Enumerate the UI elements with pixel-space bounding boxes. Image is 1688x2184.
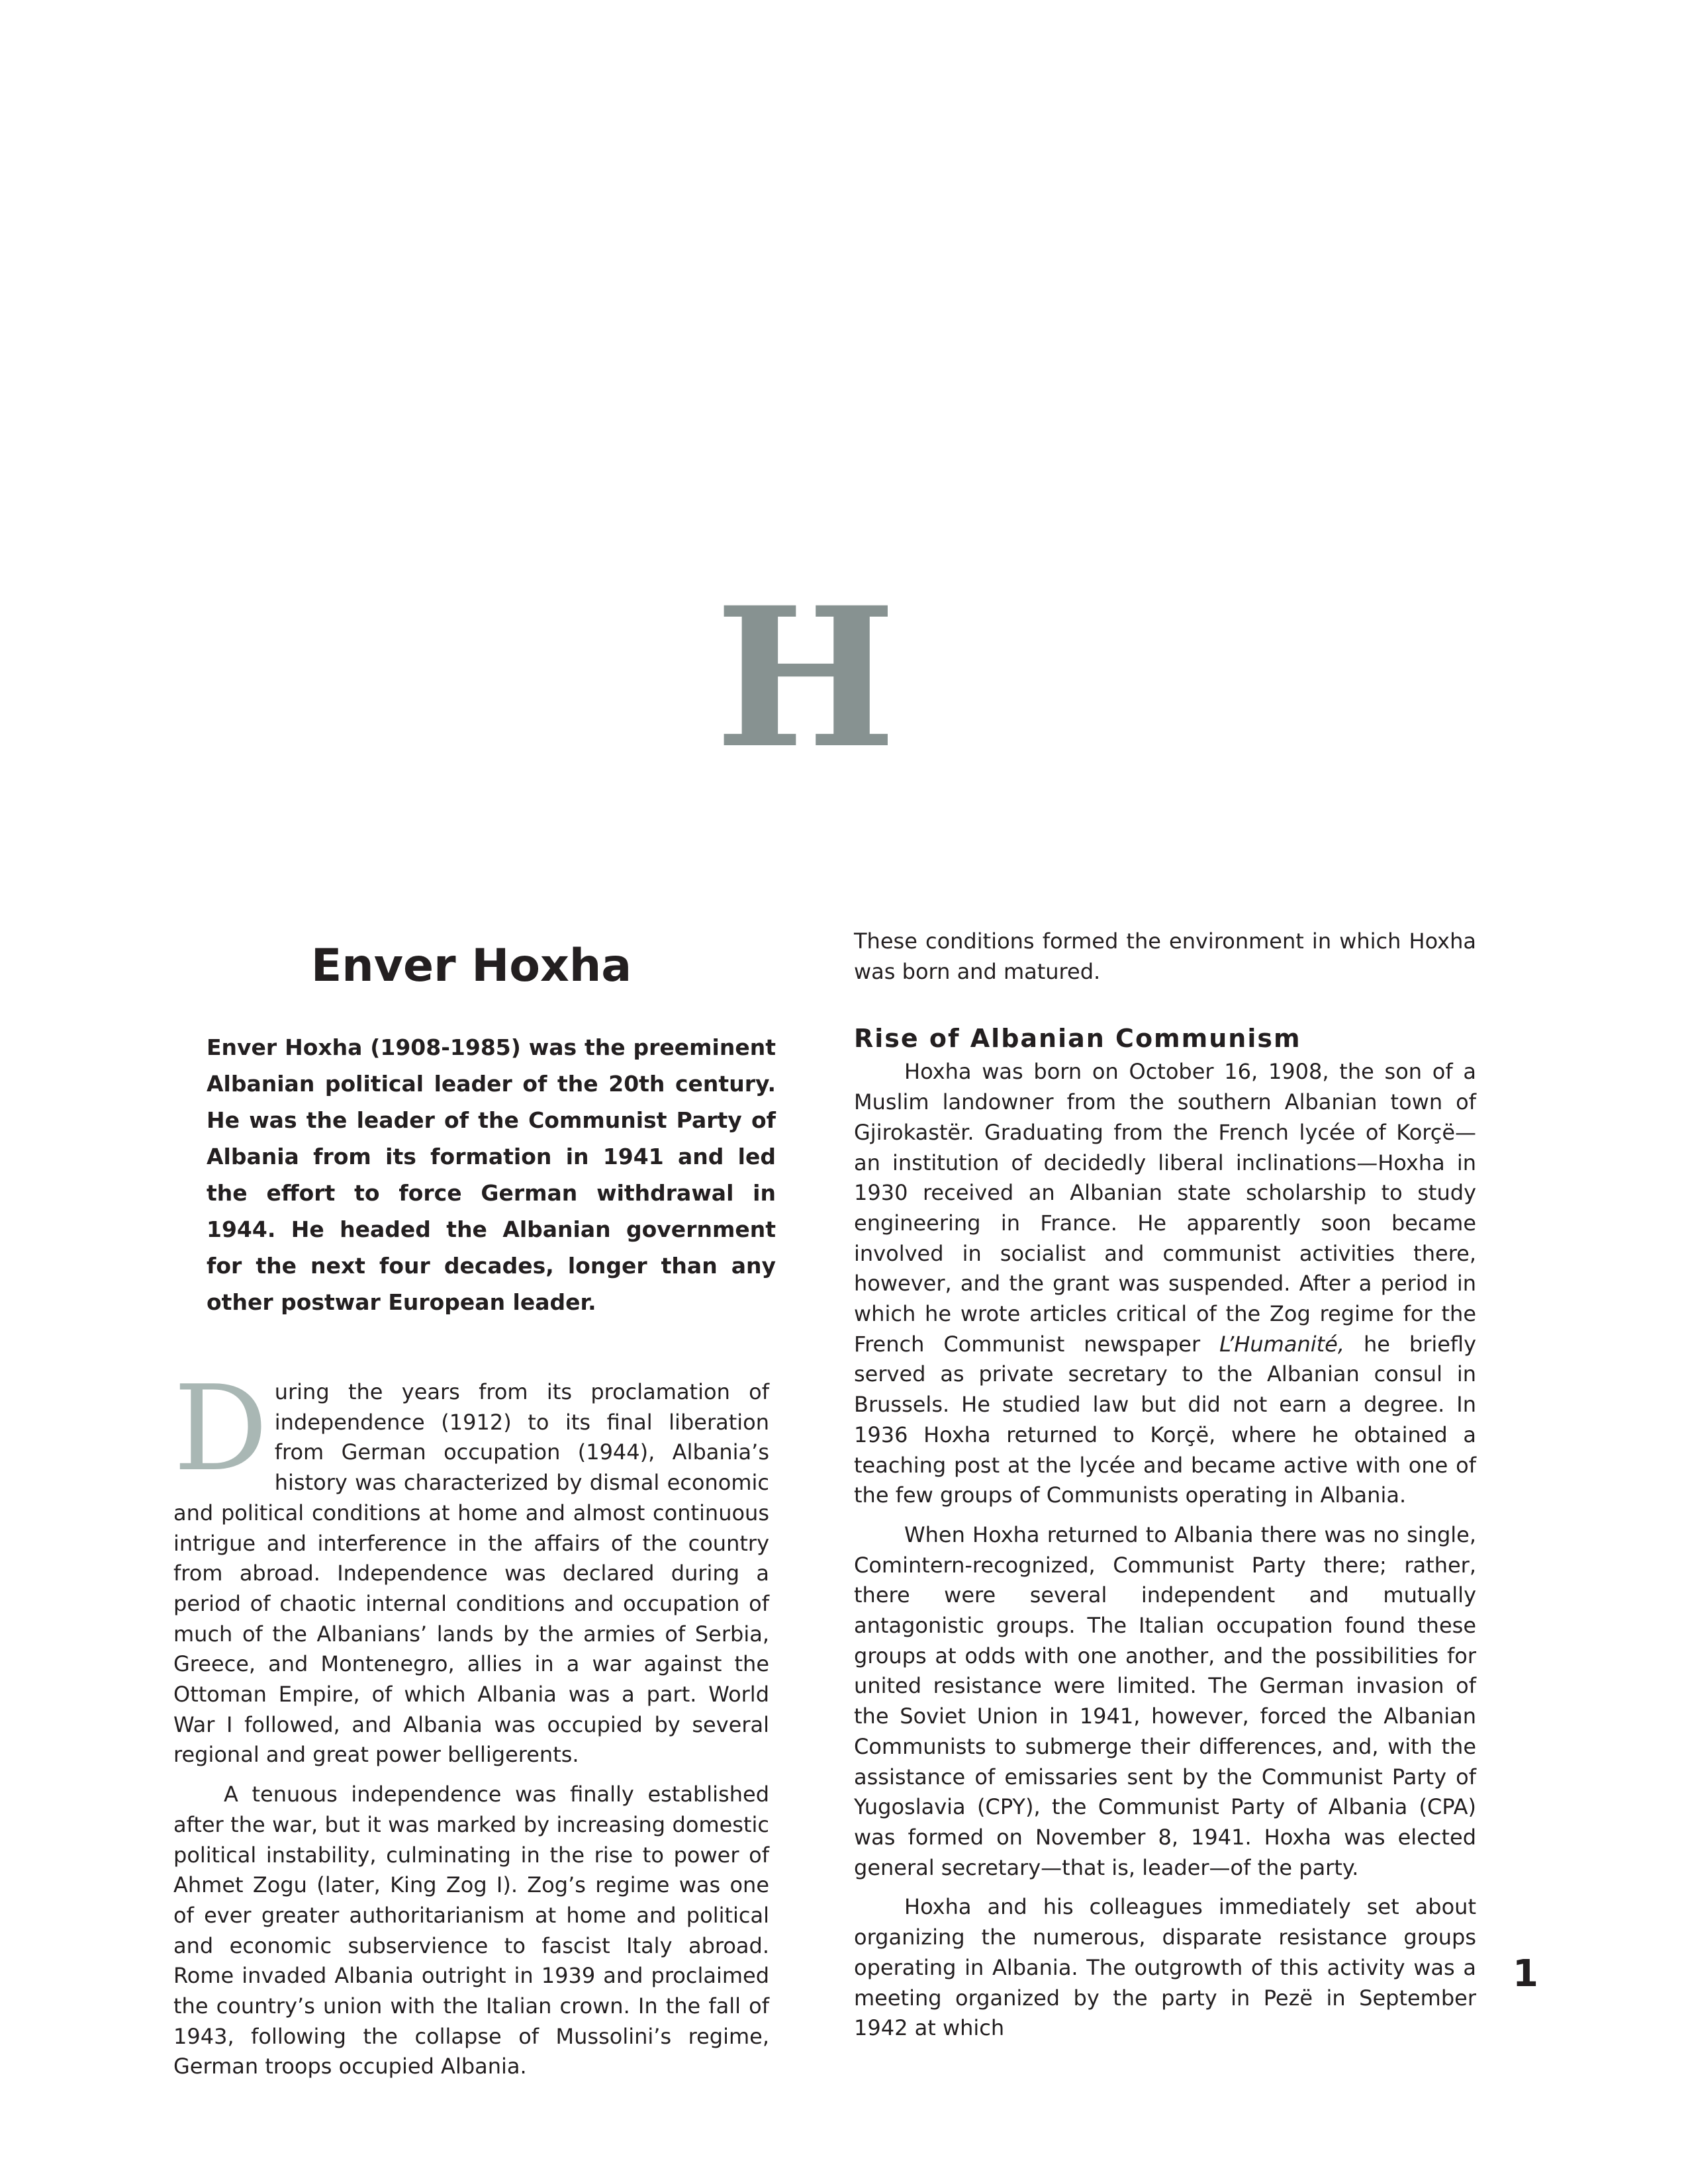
page-number: 1 bbox=[1513, 1952, 1538, 1995]
paragraph-text: Hoxha was born on October 16, 1908, the son of a Muslim landowner from the southern Albanian town of Gjirokastër. Graduating from the French lycée of Korçë—an institution of decidedly liberal inclinations—Hoxha in 1930 received an Albanian state scholarship to study engineering in France. He apparently soon became involved in socialist and communist activities there, however, and the grant was suspended. After a period in which he wrote articles critical of the Zog regime for the French Communist newspaper bbox=[854, 1059, 1476, 1357]
left-column bbox=[173, 927, 776, 2082]
paragraph-text: he briefly served as private secretary to the Albanian consul in Brussels. He studied law but did not earn a degree. In 1936 Hoxha returned to Korçë, where he obtained a teaching post at the lycée and became active with one of the few groups of Communists operating in Albania. bbox=[854, 1331, 1477, 1508]
article-title: Enver Hoxha bbox=[310, 940, 632, 992]
body-paragraph-2: A tenuous independence was finally established after the war, but it was marked by increasing domestic political instability, culminating in the rise to power of Ahmet Zogu (later, King Zog I). Zog’s regime was one of ever greater authoritarianism at home and political and economic subservience to fascist Italy abroad. Rome invaded Albania outright in 1939 and proclaimed the country’s union with the Italian crown. In the fall of 1943, following the collapse of Mussolini’s regime, German troops occupied Albania. bbox=[173, 1782, 769, 2079]
article-abstract: Enver Hoxha (1908-1985) was the preeminent Albanian political leader of the 20th century. He was the leader of the Communist Party of Albania from its formation in 1941 and led the effort to force German withdrawal in 1944. He headed the Albanian government for the next four decades, longer than any other postwar European leader. bbox=[207, 1034, 776, 1315]
newspaper-title: L’Humanité, bbox=[1219, 1331, 1345, 1357]
body-paragraph-5: When Hoxha returned to Albania there was no single, Comintern-recognized, Communist Party there; rather, there were several independent and mutually antagonistic groups. The Italian occupation found these groups at odds with one another, and the possibilities for united resistance were limited. The German invasion of the Soviet Union in 1941, however, forced the Albanian Communists to submerge their differences, and, with the assistance of emissaries sent by the Communist Party of Yugoslavia (CPY), the Communist Party of Albania (CPA) was formed on November 8, 1941. Hoxha was elected general secretary—that is, leader—of the party. bbox=[854, 1522, 1476, 1880]
section-heading: Rise of Albanian Communism bbox=[854, 1024, 1301, 1054]
paragraph-text: uring the years from its proclamation of independence (1912) to its final liberation from German occupation (1944), Albania’s history was characterized by dismal economic and political conditions at home and almost continuous intrigue and interference in the affairs of the country from abroad. Independence was declared during a period of chaotic internal conditions and occupation of much of the Albanians’ lands by the armies of Serbia, Greece, and Montenegro, allies in a war against the Ottoman Empire, of which Albania was a part. World War I followed, and Albania was occupied by several regional and great power belligerents. bbox=[173, 1379, 769, 1768]
right-column bbox=[854, 927, 1476, 2044]
body-paragraph-4 bbox=[854, 1057, 1476, 1511]
chapter-letter: H bbox=[715, 566, 896, 791]
body-paragraph-6: Hoxha and his colleagues immediately set about organizing the numerous, disparate resistance groups operating in Albania. The outgrowth of this activity was a meeting organized by the party in Pezë in September 1942 at which bbox=[854, 1894, 1476, 2041]
body-paragraph-1 bbox=[173, 1360, 769, 1770]
body-paragraph-3: These conditions formed the environment in which Hoxha was born and matured. bbox=[854, 929, 1476, 984]
drop-cap: D bbox=[173, 1360, 268, 1497]
